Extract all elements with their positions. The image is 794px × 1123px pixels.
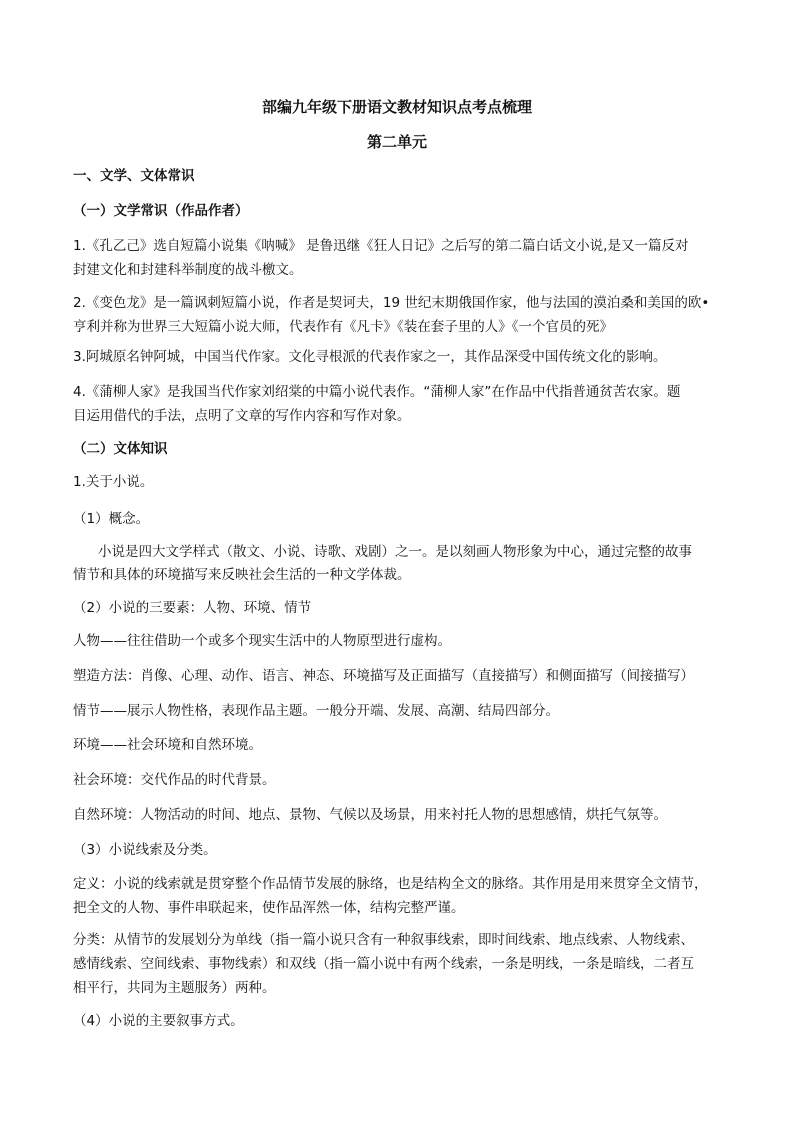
paragraph-line: 环境——社会环境和自然环境。 <box>73 737 262 753</box>
paragraph-line: （3）小说线索及分类。 <box>73 842 217 858</box>
paragraph-line: 3.阿城原名钟阿城，中国当代作家。文化寻根派的代表作家之一，其作品深受中国传统文化的影响。 <box>73 349 667 365</box>
paragraph-line: 分类：从情节的发展划分为单线（指一篇小说只含有一种叙事线索，即时间线索、地点线索、人物线索、 <box>73 932 694 948</box>
paragraph-line: 目运用借代的手法，点明了文章的写作内容和写作对象。 <box>73 408 411 424</box>
paragraph-line: （2）小说的三要素：人物、环境、情节 <box>73 600 312 616</box>
paragraph-line: 情节和具体的环境描写来反映社会生活的一种文学体裁。 <box>73 567 411 583</box>
paragraph-line: 人物——往往借助一个或多个现实生活中的人物原型进行虚构。 <box>73 633 451 649</box>
unit-title: 第二单元 <box>366 133 427 151</box>
paragraph-line: 4.《蒲柳人家》是我国当代作家刘绍棠的中篇小说代表作。“蒲柳人家”在作品中代指普通贫苦农家。题 <box>73 384 681 400</box>
section-heading: 一、文学、文体常识 <box>73 168 195 184</box>
paragraph-line: （4）小说的主要叙事方式。 <box>73 1013 244 1029</box>
paragraph-line: 塑造方法：肖像、心理、动作、语言、神态、环境描写及正面描写（直接描写）和侧面描写（间接描写） <box>73 668 694 684</box>
paragraph-line: 小说是四大文学样式（散文、小说、诗歌、戏剧）之一。是以刻画人物形象为中心，通过完整的故事 <box>98 544 692 560</box>
subsection-heading: （二）文体知识 <box>73 441 168 457</box>
document-title: 部编九年级下册语文教材知识点考点梳理 <box>261 98 532 116</box>
paragraph-line: 相平行，共同为主题服务）两种。 <box>73 980 276 996</box>
paragraph-line: 感情线索、空间线索、事物线索）和双线（指一篇小说中有两个线索，一条是明线，一条是暗线，二者互 <box>73 956 694 972</box>
paragraph-line: 1.《孔乙己》选自短篇小说集《呐喊》 是鲁迅继《狂人日记》之后写的第二篇白话文小说,是又一篇反对 <box>73 238 689 254</box>
paragraph-line: 社会环境：交代作品的时代背景。 <box>73 772 276 788</box>
paragraph-line: 封建文化和封建科举制度的战斗檄文。 <box>73 262 303 278</box>
paragraph-line: 2.《变色龙》是一篇讽刺短篇小说，作者是契诃夫，19 世纪末期俄国作家，他与法国的漠泊桑和美国的欧• <box>73 295 710 311</box>
paragraph-line: 把全文的人物、事件串联起来，使作品浑然一体，结构完整严谨。 <box>73 900 465 916</box>
paragraph-line: 1.关于小说。 <box>73 474 154 490</box>
paragraph-line: 定义：小说的线索就是贯穿整个作品情节发展的脉络，也是结构全文的脉络。其作用是用来贯穿全文情节， <box>73 876 708 892</box>
paragraph-line: 亨利并称为世界三大短篇小说大师，代表作有《凡卡》《装在套子里的人》《一个官员的死》 <box>73 319 613 335</box>
paragraph-line: （1）概念。 <box>73 511 150 527</box>
paragraph-line: 情节——展示人物性格，表现作品主题。一般分开端、发展、高潮、结局四部分。 <box>73 703 559 719</box>
subsection-heading: （一）文学常识（作品作者） <box>73 203 249 219</box>
paragraph-line: 自然环境：人物活动的时间、地点、景物、气候以及场景，用来衬托人物的思想感情，烘托气氛等。 <box>73 807 667 823</box>
